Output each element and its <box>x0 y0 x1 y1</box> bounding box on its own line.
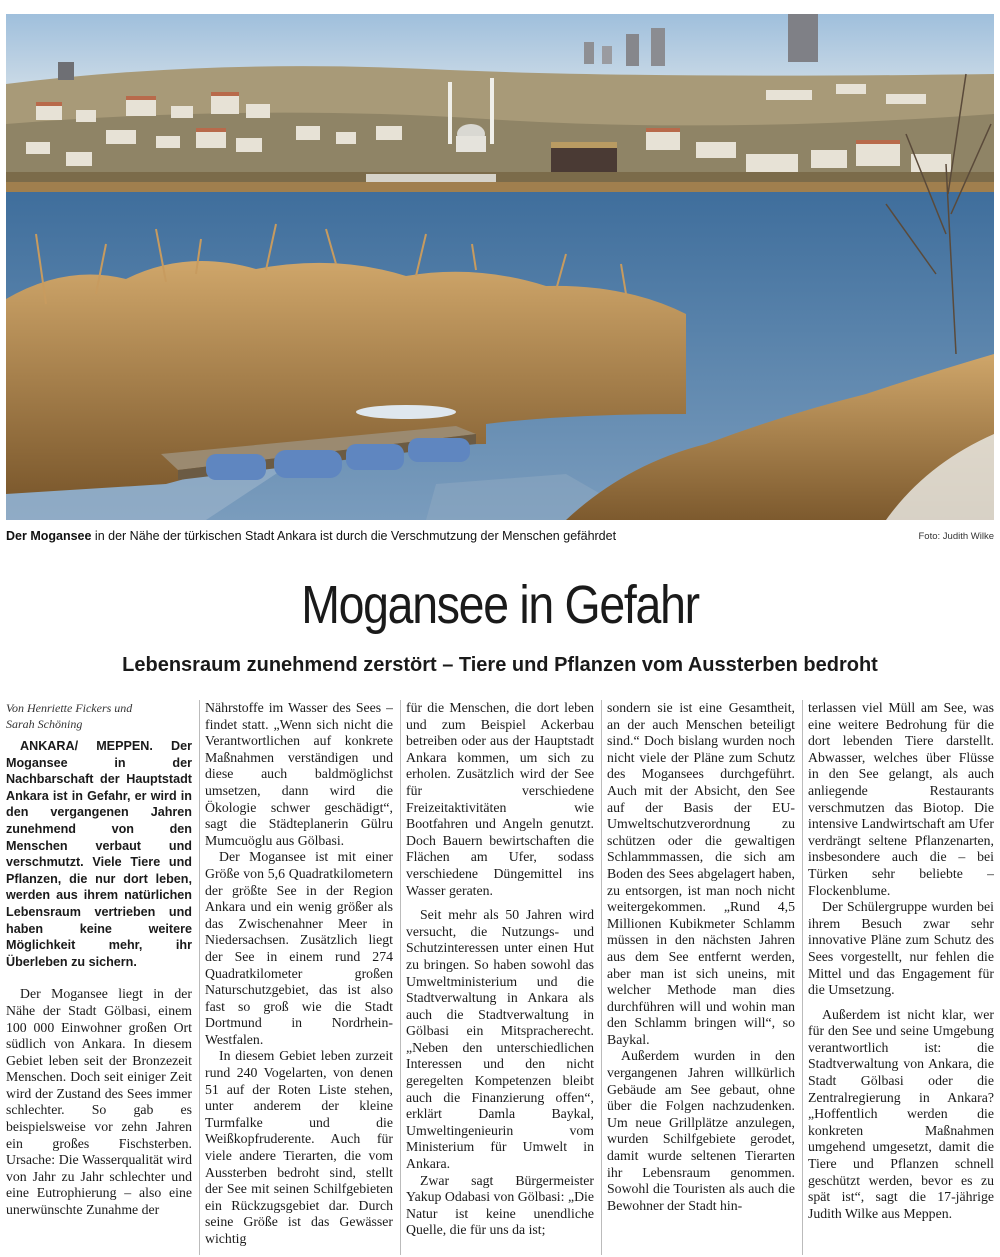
subheadline: Lebensraum zunehmend zerstört – Tiere und Pflanzen vom Aussterben bedroht <box>122 654 878 676</box>
article-column-1 <box>6 700 192 1255</box>
article-column-4 <box>607 700 795 1255</box>
body-paragraph: terlassen viel Müll am See, was eine weitere Bedrohung für die dort lebenden Tiere darstellt. Abwasser, welches über Flüsse in den See gelangt, als auch anliegende Restaurants verschmutzen das Biotop. Die intensive Landwirtschaft am Ufer verdrängt seltene Pflanzenarten, insbesondere auch die – bei Türken sehr beliebte – Flockenblume. <box>808 700 994 898</box>
article-column-2 <box>205 700 393 1255</box>
column-rule <box>400 700 401 1255</box>
headline: Mogansee in Gefahr <box>301 575 699 635</box>
byline-line-2: Sarah Schöning <box>6 717 83 731</box>
photo-credit: Foto: Judith Wilke <box>918 531 994 542</box>
lead-paragraph: ANKARA/ MEPPEN. Der Mogansee in der Nachbarschaft der Hauptstadt Ankara ist in Gefahr, er wird in den vergangenen Jahren zunehmend von den Menschen verbaut und verschmutzt. Viele Tiere und Pflanzen, die nur dort leben, werden aus ihrem natürlichen Lebensraum vertrieben und haben keine weitere Möglichkeit mehr, ihr Überleben zu sichern. <box>6 739 192 969</box>
body-paragraph: Nährstoffe im Wasser des Sees – findet statt. „Wenn sich nicht die Verantwortlichen auf konkrete Maßnahmen verständigen und diese auch baldmöglichst umsetzen, dann wird die Ökologie schwer geschädigt“, sagt die Städteplanerin Gülru Mumcuöglu aus Gölbasi. <box>205 700 393 848</box>
body-paragraph: für die Menschen, die dort leben und zum Beispiel Ackerbau betreiben oder aus der Hauptstadt Ankara kommen, um sich zu erholen. Zusätzlich wird der See für verschiedene Freizeitaktivitäten wie Bootfahren und Angeln genutzt. Doch Bauern bewirtschaften die Flächen am Ufer, sodass verschiedene Düngemittel ins Wasser geraten. <box>406 700 594 898</box>
body-paragraph: Außerdem ist nicht klar, wer für den See und seine Umgebung verantwortlich ist: die Stadtverwaltung von Ankara, die Stadt Gölbasi oder die Zentralregierung in Ankara? „Hoffentlich werden die konkreten Maßnahmen umgehend umgesetzt, damit die Tiere und Pflanzen schnell geschützt werden, bevor es zu spät ist“, sagt die 17-jährige Judith Wilke aus Meppen. <box>808 1006 994 1221</box>
body-paragraph: Seit mehr als 50 Jahren wird versucht, die Nutzungs- und Schutzinteressen unter einen Hut zu bringen. So haben sowohl das Umweltministerium und die Stadtverwaltung in Ankara als auch die Stadtverwaltung in Gölbasi ein Mitspracherecht. „Neben den unterschiedlichen Interessen und den nicht geregelten Kompetenzen bleibt auch die Finanzierung offen“, erklärt Damla Baykal, Umweltingenieurin vom Ministerium für Umwelt in Ankara. <box>406 907 594 1172</box>
photo-caption <box>6 527 994 547</box>
body-paragraph: Der Schülergruppe wurden bei ihrem Besuch zwar sehr innovative Pläne zum Schutz des Sees vorgestellt, nur fehlen die Mittel und das Engagement für die Umsetzung. <box>808 899 994 998</box>
column-rule <box>199 700 200 1255</box>
lake-photo-drawing <box>6 14 994 520</box>
body-paragraph: In diesem Gebiet leben zurzeit rund 240 Vogelarten, von denen 51 auf der Roten Liste stehen, unter anderem der kleine Turmfalke und die Weißkopfruderente. Auch für viele andere Tierarten, die vom Aussterben bedroht sind, stellt der See mit seinen Schilfgebieten ein Rückzugsgebiet dar. Durch seine Größe ist das Gewässer wichtig <box>205 1048 393 1246</box>
body-paragraph: Der Mogansee ist mit einer Größe von 5,6 Quadratkilometern der größte See in der Region Ankara und ein wenig größer als das Zwischenahner Meer in Niedersachsen. Zusätzlich liegt der See in einem rund 274 Quadratkilometer großen Naturschutzgebiet, das ist also fast so groß wie die Stadt Dortmund in Nordrhein-Westfalen. <box>205 849 393 1047</box>
body-paragraph: sondern sie ist eine Gesamtheit, an der auch Menschen beteiligt sind.“ Doch bislang wurden noch nicht viele der Pläne zum Schutz des Mogansees durchgeführt. Auch mit der Absicht, den See auf der Basis der EU-Umweltschutzverordnung zu schützen oder die gewaltigen Schlammmassen, die sich am Boden des Sees abgelagert haben, zu entsorgen, ist man noch nicht weitergekommen. „Rund 4,5 Millionen Kubikmeter Schlamm müssen in den nächsten Jahren aus dem See entfernt werden, aber man ist sich uneins, mit welcher Methode man dies durchführen will und wohin man den Schlamm bringen will“, so Baykal. <box>607 700 795 1047</box>
lake-photo <box>6 14 994 520</box>
body-paragraph: Außerdem wurden in den vergangenen Jahren willkürlich Gebäude am See gebaut, ohne über die Folgen nachzudenken. Um neue Grillplätze anzulegen, wurden Schilfgebiete gerodet, damit wurde seltenen Tierarten ihr Lebensraum genommen. Sowohl die Touristen als auch die Bewohner der Stadt hin- <box>607 1048 795 1213</box>
byline <box>6 700 192 732</box>
body-paragraph: Zwar sagt Bürgermeister Yakup Odabasi von Gölbasi: „Die Natur ist keine unendliche Quelle, die für uns da ist; <box>406 1172 594 1238</box>
caption-lead: Der Mogansee <box>6 529 92 543</box>
column-rule <box>802 700 803 1255</box>
article-column-3 <box>406 700 594 1255</box>
caption-text: in der Nähe der türkischen Stadt Ankara ist durch die Verschmutzung der Menschen gefährdet <box>91 529 617 543</box>
byline-line-1: Von Henriette Fickers und <box>6 701 133 715</box>
body-paragraph: Der Mogansee liegt in der Nähe der Stadt Gölbasi, einem 100 000 Einwohner großen Ort südlich von Ankara. In diesem Gebiet leben seit der Bronzezeit Menschen. Doch seit einiger Zeit wird der Zustand des Sees immer schlechter. So gab es beispielsweise vor zehn Jahren ein großes Fischsterben. Ursache: Die Wasserqualität wird von Jahr zu Jahr schlechter und eine Eutrophierung – also eine unerwünschte Zunahme der <box>6 986 192 1218</box>
column-rule <box>601 700 602 1255</box>
article-column-5 <box>808 700 994 1255</box>
